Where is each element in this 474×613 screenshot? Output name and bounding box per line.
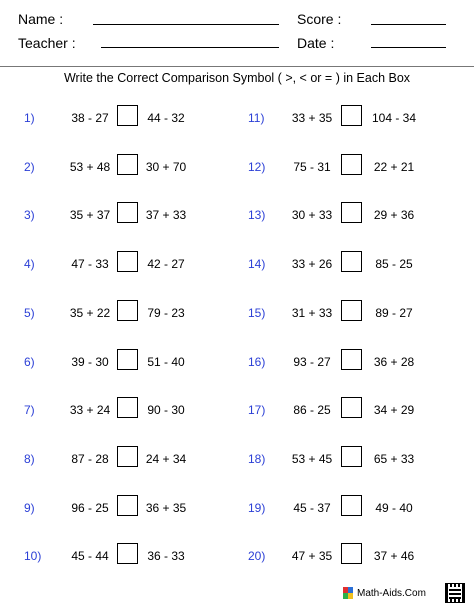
left-expression: 53 + 45 [291, 451, 333, 466]
right-expression: 79 - 23 [147, 305, 185, 320]
answer-box[interactable] [341, 397, 362, 418]
right-expression: 34 + 29 [373, 403, 415, 418]
left-expression: 93 - 27 [293, 354, 331, 369]
answer-box[interactable] [117, 446, 138, 467]
answer-box[interactable] [117, 543, 138, 564]
score-label: Score : [297, 11, 342, 27]
left-expression: 86 - 25 [293, 403, 331, 418]
left-expression: 45 - 44 [71, 549, 109, 564]
problem-number: 18) [248, 451, 266, 466]
right-expression: 89 - 27 [375, 305, 413, 320]
problem-number: 9) [24, 500, 35, 515]
answer-box[interactable] [117, 154, 138, 175]
right-expression: 85 - 25 [375, 257, 413, 272]
problem-number: 5) [24, 305, 35, 320]
left-expression: 33 + 35 [291, 111, 333, 125]
answer-box[interactable] [341, 349, 362, 370]
problem-number: 7) [24, 403, 35, 418]
left-expression: 47 - 33 [71, 257, 109, 272]
answer-box[interactable] [341, 300, 362, 321]
math-aids-logo [343, 587, 426, 599]
date-field-line[interactable] [371, 47, 446, 48]
problem-number: 6) [24, 354, 35, 369]
right-expression: 24 + 34 [145, 451, 187, 466]
right-expression: 29 + 36 [373, 208, 415, 223]
right-expression: 42 - 27 [147, 257, 185, 272]
answer-box[interactable] [341, 495, 362, 516]
right-expression: 36 + 28 [373, 354, 415, 369]
score-field-line[interactable] [371, 24, 446, 25]
problem-number: 10) [24, 549, 42, 564]
right-expression: 49 - 40 [375, 500, 413, 515]
left-expression: 96 - 25 [71, 500, 109, 515]
right-expression: 22 + 21 [373, 159, 415, 174]
answer-box[interactable] [117, 251, 138, 272]
right-expression: 104 - 34 [371, 111, 417, 125]
right-expression: 37 + 46 [373, 549, 415, 564]
left-expression: 31 + 33 [291, 305, 333, 320]
left-expression: 39 - 30 [71, 354, 109, 369]
name-field-line[interactable] [93, 24, 279, 25]
problem-number: 3) [24, 208, 35, 223]
right-expression: 36 - 33 [147, 549, 185, 564]
answer-box[interactable] [117, 202, 138, 223]
right-expression: 90 - 30 [147, 403, 185, 418]
problem-number: 4) [24, 257, 35, 272]
answer-box[interactable] [341, 202, 362, 223]
right-expression: 37 + 33 [145, 208, 187, 223]
answer-box[interactable] [117, 349, 138, 370]
left-expression: 53 + 48 [69, 159, 111, 174]
teacher-field-line[interactable] [101, 47, 279, 48]
left-expression: 33 + 26 [291, 257, 333, 272]
right-expression: 51 - 40 [147, 354, 185, 369]
teacher-label: Teacher : [18, 35, 76, 51]
problem-number: 2) [24, 159, 35, 174]
answer-box[interactable] [341, 154, 362, 175]
instructions-text: Write the Correct Comparison Symbol ( >, < or = ) in Each Box [63, 71, 411, 85]
right-expression: 36 + 35 [145, 500, 187, 515]
answer-box[interactable] [341, 105, 362, 126]
logo-icon [343, 587, 354, 599]
left-expression: 87 - 28 [71, 451, 109, 466]
left-expression: 75 - 31 [293, 159, 331, 174]
answer-box[interactable] [341, 543, 362, 564]
qr-code-icon [445, 583, 465, 603]
answer-box[interactable] [341, 251, 362, 272]
left-expression: 45 - 37 [293, 500, 331, 515]
problem-number: 14) [248, 257, 266, 272]
left-expression: 47 + 35 [291, 549, 333, 564]
answer-box[interactable] [117, 397, 138, 418]
left-expression: 38 - 27 [71, 111, 109, 125]
right-expression: 30 + 70 [145, 159, 187, 174]
left-expression: 35 + 22 [69, 305, 111, 320]
logo-text: Math-Aids.Com [357, 587, 426, 599]
problem-number: 20) [248, 549, 266, 564]
header-divider [0, 66, 474, 67]
answer-box[interactable] [341, 446, 362, 467]
problem-number: 8) [24, 451, 35, 466]
name-label: Name : [18, 11, 64, 27]
problem-number: 12) [248, 159, 266, 174]
answer-box[interactable] [117, 300, 138, 321]
left-expression: 33 + 24 [69, 403, 111, 418]
right-expression: 65 + 33 [373, 451, 415, 466]
problem-number: 16) [248, 354, 266, 369]
problem-number: 11) [248, 111, 265, 125]
left-expression: 35 + 37 [69, 208, 111, 223]
right-expression: 44 - 32 [147, 111, 185, 125]
problem-number: 1) [24, 111, 35, 125]
problem-number: 19) [248, 500, 266, 515]
left-expression: 30 + 33 [291, 208, 333, 223]
problem-number: 17) [248, 403, 266, 418]
answer-box[interactable] [117, 495, 138, 516]
date-label: Date : [297, 35, 335, 51]
problem-number: 13) [248, 208, 266, 223]
answer-box[interactable] [117, 105, 138, 126]
problem-number: 15) [248, 305, 266, 320]
